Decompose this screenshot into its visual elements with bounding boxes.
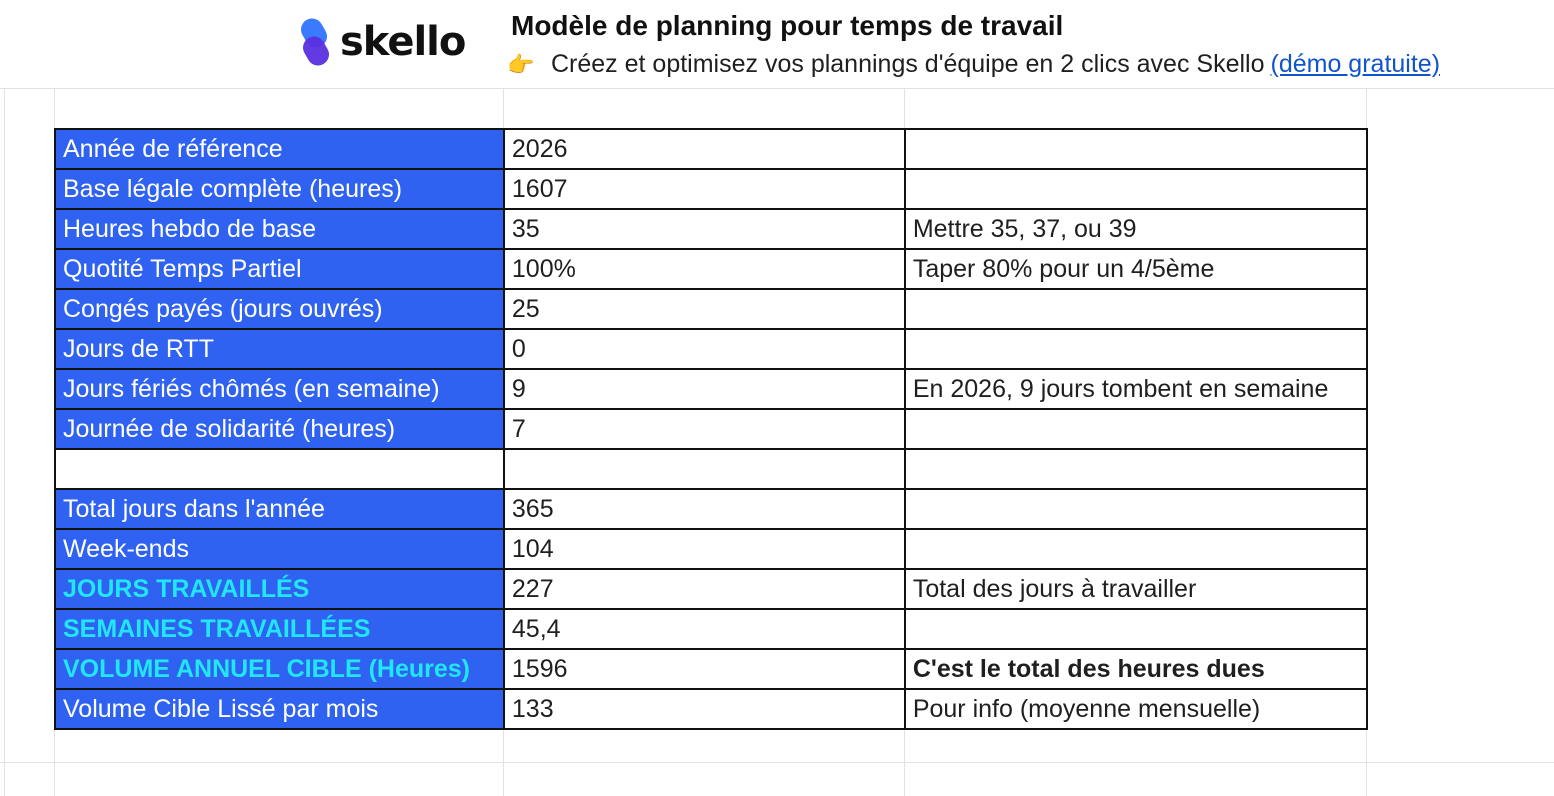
row-value-cell[interactable]: 0: [504, 329, 905, 369]
row-note-cell[interactable]: Pour info (moyenne mensuelle): [905, 689, 1367, 729]
row-label-cell[interactable]: Jours de RTT: [55, 329, 504, 369]
row-label-cell[interactable]: [55, 449, 504, 489]
pointing-hand-icon: 👉: [507, 51, 535, 77]
skello-logo: [300, 16, 465, 68]
row-note-cell[interactable]: Mettre 35, 37, ou 39: [905, 209, 1367, 249]
table-row: [55, 329, 1367, 369]
row-note-cell[interactable]: En 2026, 9 jours tombent en semaine: [905, 369, 1367, 409]
row-value-cell[interactable]: 133: [504, 689, 905, 729]
grid-row-line: [0, 88, 1554, 89]
row-note-cell[interactable]: [905, 609, 1367, 649]
demo-link[interactable]: (démo gratuite): [1270, 50, 1441, 78]
table-row: [55, 369, 1367, 409]
row-label-cell[interactable]: SEMAINES TRAVAILLÉES: [55, 609, 504, 649]
logo-text: skello: [340, 19, 466, 65]
grid-column-line: [4, 88, 5, 796]
row-note-cell[interactable]: [905, 129, 1367, 169]
table-row: [55, 689, 1367, 729]
row-value-cell[interactable]: 1596: [504, 649, 905, 689]
row-label-cell[interactable]: Quotité Temps Partiel: [55, 249, 504, 289]
row-note-cell[interactable]: [905, 329, 1367, 369]
row-value-cell[interactable]: [504, 449, 905, 489]
row-note-cell[interactable]: [905, 409, 1367, 449]
planning-table: [54, 128, 1368, 730]
row-label-cell[interactable]: Volume Cible Lissé par mois: [55, 689, 504, 729]
row-value-cell[interactable]: 35: [504, 209, 905, 249]
row-label-cell[interactable]: Jours fériés chômés (en semaine): [55, 369, 504, 409]
table-row: [55, 529, 1367, 569]
row-value-cell[interactable]: 9: [504, 369, 905, 409]
row-label-cell[interactable]: VOLUME ANNUEL CIBLE (Heures): [55, 649, 504, 689]
page-title: Modèle de planning pour temps de travail: [511, 10, 1064, 41]
row-note-cell[interactable]: C'est le total des heures dues: [905, 649, 1367, 689]
row-label-cell[interactable]: Heures hebdo de base: [55, 209, 504, 249]
row-label-cell[interactable]: Année de référence: [55, 129, 504, 169]
table-row: [55, 289, 1367, 329]
row-label-cell[interactable]: Congés payés (jours ouvrés): [55, 289, 504, 329]
row-value-cell[interactable]: 2026: [504, 129, 905, 169]
row-note-cell[interactable]: Total des jours à travailler: [905, 569, 1367, 609]
subtitle-text: Créez et optimisez vos plannings d'équipe en 2 clics avec Skello: [551, 50, 1265, 78]
table-row: [55, 169, 1367, 209]
row-label-cell[interactable]: JOURS TRAVAILLÉS: [55, 569, 504, 609]
row-note-cell[interactable]: [905, 449, 1367, 489]
table-row-highlight: [55, 569, 1367, 609]
row-value-cell[interactable]: 365: [504, 489, 905, 529]
row-value-cell[interactable]: 227: [504, 569, 905, 609]
row-note-cell[interactable]: [905, 489, 1367, 529]
row-label-cell[interactable]: Journée de solidarité (heures): [55, 409, 504, 449]
row-note-cell[interactable]: [905, 529, 1367, 569]
subtitle: [507, 50, 1440, 79]
table-row: [55, 129, 1367, 169]
row-value-cell[interactable]: 45,4: [504, 609, 905, 649]
row-value-cell[interactable]: 7: [504, 409, 905, 449]
table-row: [55, 249, 1367, 289]
table-row: [55, 409, 1367, 449]
table-row: [55, 489, 1367, 529]
row-label-cell[interactable]: Total jours dans l'année: [55, 489, 504, 529]
row-value-cell[interactable]: 25: [504, 289, 905, 329]
row-value-cell[interactable]: 104: [504, 529, 905, 569]
row-value-cell[interactable]: 100%: [504, 249, 905, 289]
grid-row-line: [0, 762, 1554, 763]
row-label-cell[interactable]: Week-ends: [55, 529, 504, 569]
table-row-empty: [55, 449, 1367, 489]
table-row: [55, 209, 1367, 249]
skello-logo-icon: [300, 16, 330, 68]
row-note-cell[interactable]: Taper 80% pour un 4/5ème: [905, 249, 1367, 289]
table-row-highlight: [55, 649, 1367, 689]
row-value-cell[interactable]: 1607: [504, 169, 905, 209]
table-row-highlight: [55, 609, 1367, 649]
row-note-cell[interactable]: [905, 169, 1367, 209]
row-note-cell[interactable]: [905, 289, 1367, 329]
row-label-cell[interactable]: Base légale complète (heures): [55, 169, 504, 209]
